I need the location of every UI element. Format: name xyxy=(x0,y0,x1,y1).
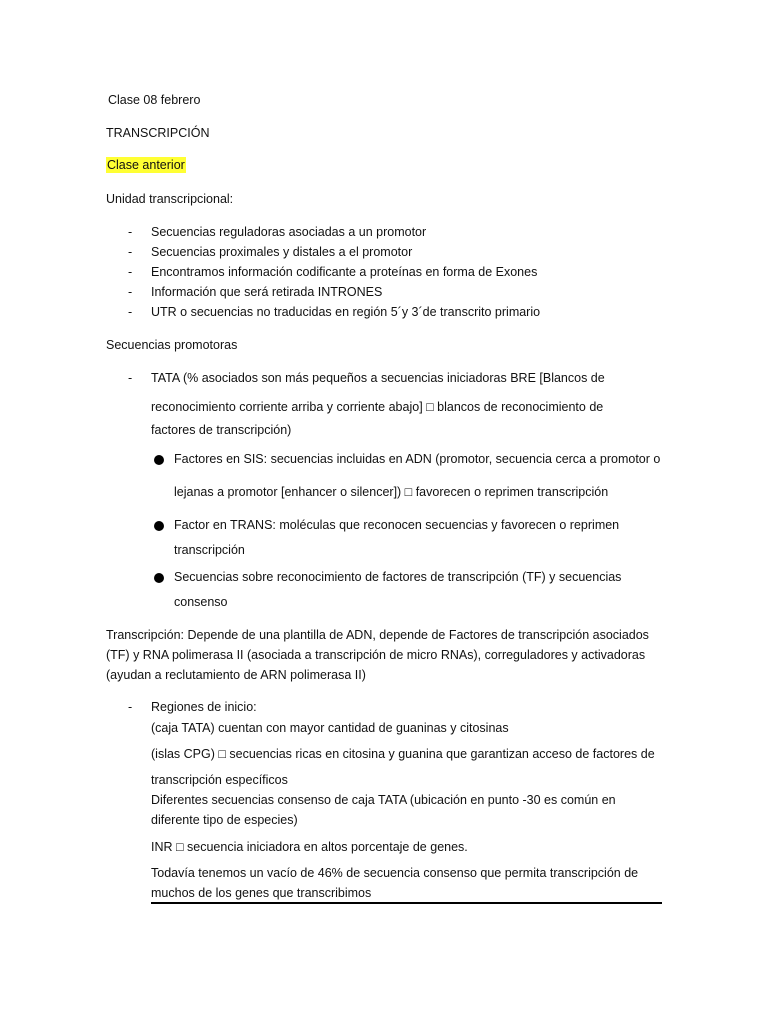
bullet-icon xyxy=(154,521,164,531)
doc-heading: TRANSCRIPCIÓN xyxy=(106,126,210,140)
section-label-regiones: Regiones de inicio: xyxy=(151,700,257,714)
dash-marker: - xyxy=(128,225,133,239)
dash-marker: - xyxy=(128,700,133,714)
paragraph-line: Transcripción: Depende de una plantilla de ADN, depende de Factores de transcripción asociados xyxy=(106,628,649,642)
regiones-line: diferente tipo de especies) xyxy=(151,813,298,827)
dash-marker: - xyxy=(128,265,133,279)
regiones-line: (islas CPG) □ secuencias ricas en citosina y guanina que garantizan acceso de factores de xyxy=(151,747,655,761)
list-item: Secuencias reguladoras asociadas a un promotor xyxy=(151,225,427,239)
list-item: Secuencias proximales y distales a el promotor xyxy=(151,245,413,259)
regiones-line: Diferentes secuencias consenso de caja TATA (ubicación en punto -30 es común en xyxy=(151,793,616,807)
doc-title: Clase 08 febrero xyxy=(108,93,201,107)
list-item: Información que será retirada INTRONES xyxy=(151,285,383,299)
regiones-line: INR □ secuencia iniciadora en altos porcentaje de genes. xyxy=(151,840,468,854)
horizontal-rule xyxy=(151,902,662,904)
tata-line: reconocimiento corriente arriba y corriente abajo] □ blancos de reconocimiento de xyxy=(151,400,604,414)
bullet-line: consenso xyxy=(174,595,228,609)
paragraph-line: (TF) y RNA polimerasa II (asociada a transcripción de micro RNAs), correguladores y activadoras xyxy=(106,648,646,662)
bullet-icon xyxy=(154,455,164,465)
dash-marker: - xyxy=(128,245,133,259)
tata-line: factores de transcripción) xyxy=(151,423,292,437)
list-item: UTR o secuencias no traducidas en región 5´y 3´de transcrito primario xyxy=(151,305,541,319)
dash-marker: - xyxy=(128,371,133,385)
bullet-line: Secuencias sobre reconocimiento de factores de transcripción (TF) y secuencias xyxy=(174,570,622,584)
bullet-line: lejanas a promotor [enhancer o silencer]) □ favorecen o reprimen transcripción xyxy=(174,485,609,499)
tata-line: TATA (% asociados son más pequeños a secuencias iniciadoras BRE [Blancos de xyxy=(151,371,605,385)
paragraph-line: (ayudan a reclutamiento de ARN polimerasa II) xyxy=(106,668,366,682)
regiones-line: transcripción específicos xyxy=(151,773,288,787)
bullet-line: Factores en SIS: secuencias incluidas en ADN (promotor, secuencia cerca a promotor o xyxy=(174,452,661,466)
highlighted-label xyxy=(106,157,186,173)
bullet-icon xyxy=(154,573,164,583)
highlight-text: Clase anterior xyxy=(107,158,185,172)
bullet-line: Factor en TRANS: moléculas que reconocen secuencias y favorecen o reprimen xyxy=(174,518,620,532)
regiones-line: Todavía tenemos un vacío de 46% de secuencia consenso que permita transcripción de xyxy=(151,866,639,880)
regiones-line: (caja TATA) cuentan con mayor cantidad de guaninas y citosinas xyxy=(151,721,509,735)
regiones-line: muchos de los genes que transcribimos xyxy=(151,886,372,900)
dash-marker: - xyxy=(128,285,133,299)
section-label-promotoras: Secuencias promotoras xyxy=(106,338,238,352)
dash-marker: - xyxy=(128,305,133,319)
list-item: Encontramos información codificante a proteínas en forma de Exones xyxy=(151,265,538,279)
section-label-unidad: Unidad transcripcional: xyxy=(106,192,234,206)
bullet-line: transcripción xyxy=(174,543,245,557)
